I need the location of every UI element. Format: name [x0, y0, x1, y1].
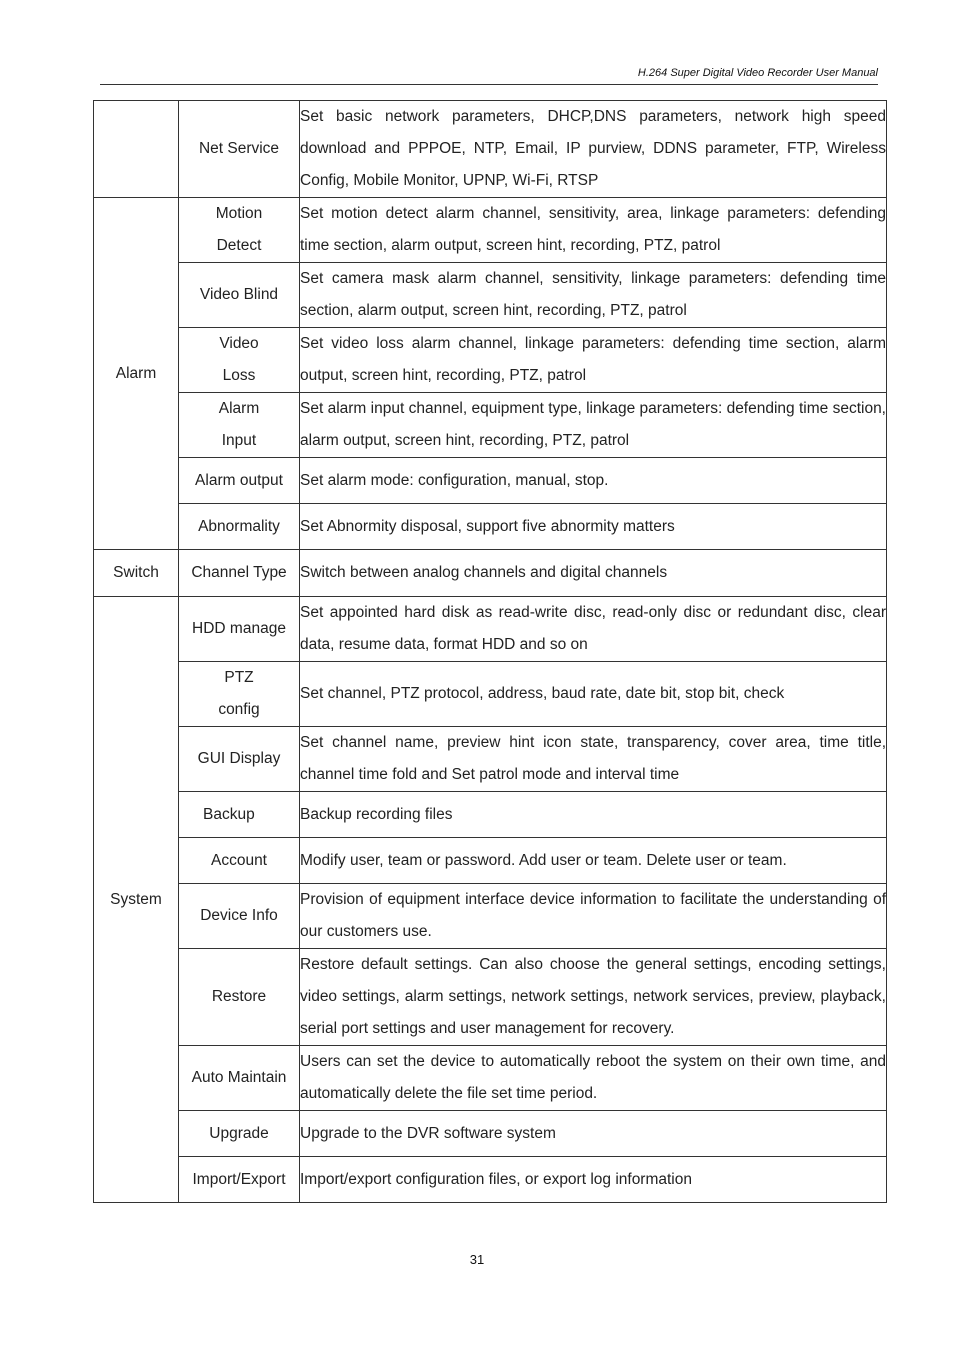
category-cell: System	[94, 597, 179, 1203]
description-cell: Set basic network parameters, DHCP,DNS parameters, network high speed download and PPPOE, NTP, Email, IP purview, DDNS parameter, FTP, Wireless Config, Mobile Monitor, UPNP, Wi-Fi, RTSP	[300, 101, 887, 198]
table-row	[94, 328, 887, 393]
table-row	[94, 550, 887, 597]
category-cell: Switch	[94, 550, 179, 597]
description-cell: Provision of equipment interface device information to facilitate the understanding of our customers use.	[300, 884, 887, 949]
item-cell: Alarm Input	[179, 393, 300, 458]
description-cell: Modify user, team or password. Add user or team. Delete user or team.	[300, 838, 887, 884]
item-cell: Channel Type	[179, 550, 300, 597]
table-row	[94, 792, 887, 838]
item-cell: Video Loss	[179, 328, 300, 393]
item-cell: Auto Maintain	[179, 1046, 300, 1111]
table-row	[94, 198, 887, 263]
item-cell: Alarm output	[179, 458, 300, 504]
table-row	[94, 101, 887, 198]
table-row	[94, 597, 887, 662]
description-cell: Set video loss alarm channel, linkage parameters: defending time section, alarm output, screen hint, recording, PTZ, patrol	[300, 328, 887, 393]
item-cell: Restore	[179, 949, 300, 1046]
running-header: H.264 Super Digital Video Recorder User Manual	[637, 67, 878, 79]
table-row	[94, 884, 887, 949]
category-cell	[94, 101, 179, 198]
table-row	[94, 263, 887, 328]
header-rule	[100, 84, 878, 85]
description-cell: Set appointed hard disk as read-write disc, read-only disc or redundant disc, clear data, resume data, format HDD and so on	[300, 597, 887, 662]
item-cell: Backup	[179, 792, 300, 838]
item-cell: Motion Detect	[179, 198, 300, 263]
menu-function-table	[93, 100, 887, 1203]
item-cell: Upgrade	[179, 1111, 300, 1157]
description-cell: Set alarm mode: configuration, manual, stop.	[300, 458, 887, 504]
table-row	[94, 949, 887, 1046]
item-cell: Net Service	[179, 101, 300, 198]
table-row	[94, 662, 887, 727]
table-row	[94, 504, 887, 550]
item-cell: Abnormality	[179, 504, 300, 550]
description-cell: Switch between analog channels and digital channels	[300, 550, 887, 597]
page-number: 31	[469, 1252, 485, 1267]
description-cell: Import/export configuration files, or export log information	[300, 1157, 887, 1203]
category-cell: Alarm	[94, 198, 179, 550]
item-cell: HDD manage	[179, 597, 300, 662]
description-cell: Set channel name, preview hint icon state, transparency, cover area, time title, channel time fold and Set patrol mode and interval time	[300, 727, 887, 792]
description-cell: Set channel, PTZ protocol, address, baud rate, date bit, stop bit, check	[300, 662, 887, 727]
item-cell: Account	[179, 838, 300, 884]
description-cell: Backup recording files	[300, 792, 887, 838]
description-cell: Set motion detect alarm channel, sensitivity, area, linkage parameters: defending time section, alarm output, screen hint, recording, PTZ, patrol	[300, 198, 887, 263]
table-row	[94, 1157, 887, 1203]
description-cell: Set camera mask alarm channel, sensitivity, linkage parameters: defending time section, alarm output, screen hint, recording, PTZ, patrol	[300, 263, 887, 328]
description-cell: Restore default settings. Can also choose the general settings, encoding settings, video settings, alarm settings, network settings, network services, preview, playback, serial port settings and user management for recovery.	[300, 949, 887, 1046]
table-row	[94, 838, 887, 884]
item-cell: Video Blind	[179, 263, 300, 328]
description-cell: Upgrade to the DVR software system	[300, 1111, 887, 1157]
description-cell: Set alarm input channel, equipment type, linkage parameters: defending time section, alarm output, screen hint, recording, PTZ, patrol	[300, 393, 887, 458]
table-row	[94, 727, 887, 792]
item-cell: PTZ config	[179, 662, 300, 727]
item-cell: GUI Display	[179, 727, 300, 792]
description-cell: Set Abnormity disposal, support five abnormity matters	[300, 504, 887, 550]
table-row	[94, 1111, 887, 1157]
description-cell: Users can set the device to automatically reboot the system on their own time, and automatically delete the file set time period.	[300, 1046, 887, 1111]
item-cell: Import/Export	[179, 1157, 300, 1203]
item-cell: Device Info	[179, 884, 300, 949]
table-row	[94, 1046, 887, 1111]
table-row	[94, 393, 887, 458]
table-row	[94, 458, 887, 504]
